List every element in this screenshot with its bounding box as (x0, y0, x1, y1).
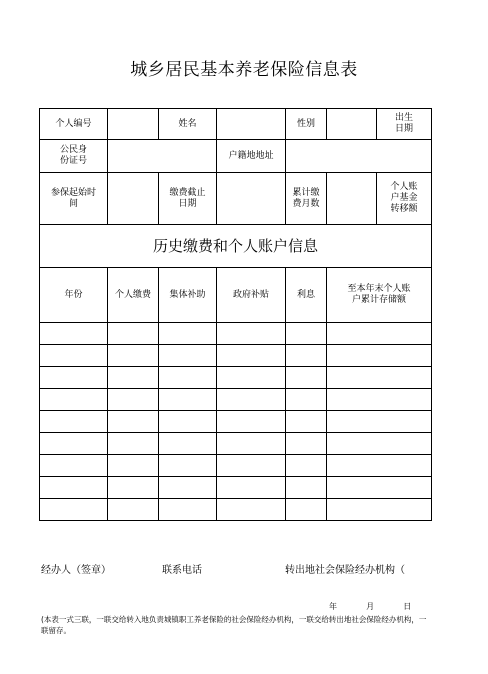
date-month-label: 月 (366, 602, 375, 611)
payment-end-value[interactable] (217, 173, 286, 225)
table-cell[interactable] (327, 367, 432, 389)
table-cell[interactable] (327, 389, 432, 411)
table-row (40, 455, 432, 477)
handler-signature-label: 经办人（签章） (41, 565, 111, 576)
table-cell[interactable] (40, 455, 108, 477)
table-cell[interactable] (217, 367, 286, 389)
total-months-value[interactable] (327, 173, 377, 225)
section-title: 历史缴费和个人账户信息 (40, 225, 432, 268)
date-year-label: 年 (329, 602, 337, 611)
contact-phone-label: 联系电话 (162, 565, 202, 576)
header-row-3 (40, 173, 432, 225)
total-months-label: 累计缴 费月数 (286, 173, 327, 225)
table-cell[interactable] (286, 411, 327, 433)
citizen-id-label: 公民身 份证号 (40, 140, 108, 173)
table-cell[interactable] (217, 433, 286, 455)
table-cell[interactable] (108, 477, 159, 499)
table-cell[interactable] (108, 499, 159, 521)
column-header-row (40, 268, 432, 323)
table-cell[interactable] (108, 433, 159, 455)
table-cell[interactable] (159, 433, 217, 455)
table-cell[interactable] (108, 455, 159, 477)
table-cell[interactable] (108, 323, 159, 345)
table-cell[interactable] (286, 433, 327, 455)
distribution-note: (本表一式三联，一联交给转入地负责城镇职工养老保险的社会保险经办机构，一联交给转出地社会保险经办机构，一联留存。 (41, 615, 427, 635)
table-cell[interactable] (40, 323, 108, 345)
household-address-value[interactable] (286, 140, 432, 173)
table-cell[interactable] (40, 433, 108, 455)
table-cell[interactable] (40, 477, 108, 499)
table-row (40, 389, 432, 411)
gender-label: 性别 (286, 109, 327, 140)
table-cell[interactable] (108, 345, 159, 367)
column-header-government-subsidy: 政府补贴 (217, 268, 286, 323)
form-title: 城乡居民基本养老保险信息表 (130, 60, 358, 80)
table-row (40, 367, 432, 389)
table-cell[interactable] (108, 389, 159, 411)
info-table (39, 108, 432, 521)
table-row (40, 477, 432, 499)
table-cell[interactable] (159, 477, 217, 499)
table-cell[interactable] (286, 477, 327, 499)
table-row (40, 411, 432, 433)
date-line (329, 601, 411, 612)
table-cell[interactable] (40, 389, 108, 411)
payment-end-label: 缴费截止 日期 (159, 173, 217, 225)
table-cell[interactable] (286, 455, 327, 477)
table-cell[interactable] (327, 411, 432, 433)
table-cell[interactable] (327, 323, 432, 345)
table-row (40, 433, 432, 455)
table-cell[interactable] (159, 499, 217, 521)
table-cell[interactable] (159, 367, 217, 389)
table-cell[interactable] (108, 367, 159, 389)
table-cell[interactable] (327, 433, 432, 455)
column-header-personal-payment: 个人缴费 (108, 268, 159, 323)
table-cell[interactable] (327, 477, 432, 499)
table-cell[interactable] (286, 345, 327, 367)
transfer-agency-label: 转出地社会保险经办机构（ (285, 565, 405, 576)
table-cell[interactable] (327, 345, 432, 367)
table-cell[interactable] (217, 477, 286, 499)
table-cell[interactable] (217, 499, 286, 521)
table-cell[interactable] (40, 499, 108, 521)
citizen-id-value[interactable] (108, 140, 217, 173)
header-row-1 (40, 109, 432, 140)
name-label: 姓名 (159, 109, 217, 140)
table-row (40, 345, 432, 367)
start-time-value[interactable] (108, 173, 159, 225)
column-header-interest: 利息 (286, 268, 327, 323)
table-cell[interactable] (159, 345, 217, 367)
table-cell[interactable] (286, 389, 327, 411)
column-header-cumulative-balance: 至本年末个人账 户累计存储额 (327, 268, 432, 323)
table-cell[interactable] (159, 411, 217, 433)
header-row-2 (40, 140, 432, 173)
personal-id-label: 个人编号 (40, 109, 108, 140)
table-cell[interactable] (108, 411, 159, 433)
table-cell[interactable] (159, 455, 217, 477)
birth-date-label: 出生 日期 (377, 109, 432, 140)
table-cell[interactable] (159, 323, 217, 345)
table-cell[interactable] (286, 367, 327, 389)
table-cell[interactable] (40, 367, 108, 389)
personal-id-value[interactable] (108, 109, 159, 140)
column-header-year: 年份 (40, 268, 108, 323)
table-cell[interactable] (327, 499, 432, 521)
table-row (40, 499, 432, 521)
table-cell[interactable] (40, 411, 108, 433)
household-address-label: 户籍地地址 (217, 140, 286, 173)
table-cell[interactable] (286, 323, 327, 345)
table-row (40, 323, 432, 345)
table-cell[interactable] (217, 455, 286, 477)
table-cell[interactable] (286, 499, 327, 521)
name-value[interactable] (217, 109, 286, 140)
table-cell[interactable] (217, 345, 286, 367)
table-cell[interactable] (40, 345, 108, 367)
transfer-amount-label: 个人账 户基金 转移额 (377, 173, 432, 225)
column-header-collective-subsidy: 集体补助 (159, 268, 217, 323)
table-cell[interactable] (217, 411, 286, 433)
gender-value[interactable] (327, 109, 377, 140)
section-title-row (40, 225, 432, 268)
table-cell[interactable] (217, 323, 286, 345)
table-cell[interactable] (217, 389, 286, 411)
table-cell[interactable] (327, 455, 432, 477)
date-day-label: 日 (403, 602, 412, 611)
table-cell[interactable] (159, 389, 217, 411)
start-time-label: 参保起始时 间 (40, 173, 108, 225)
